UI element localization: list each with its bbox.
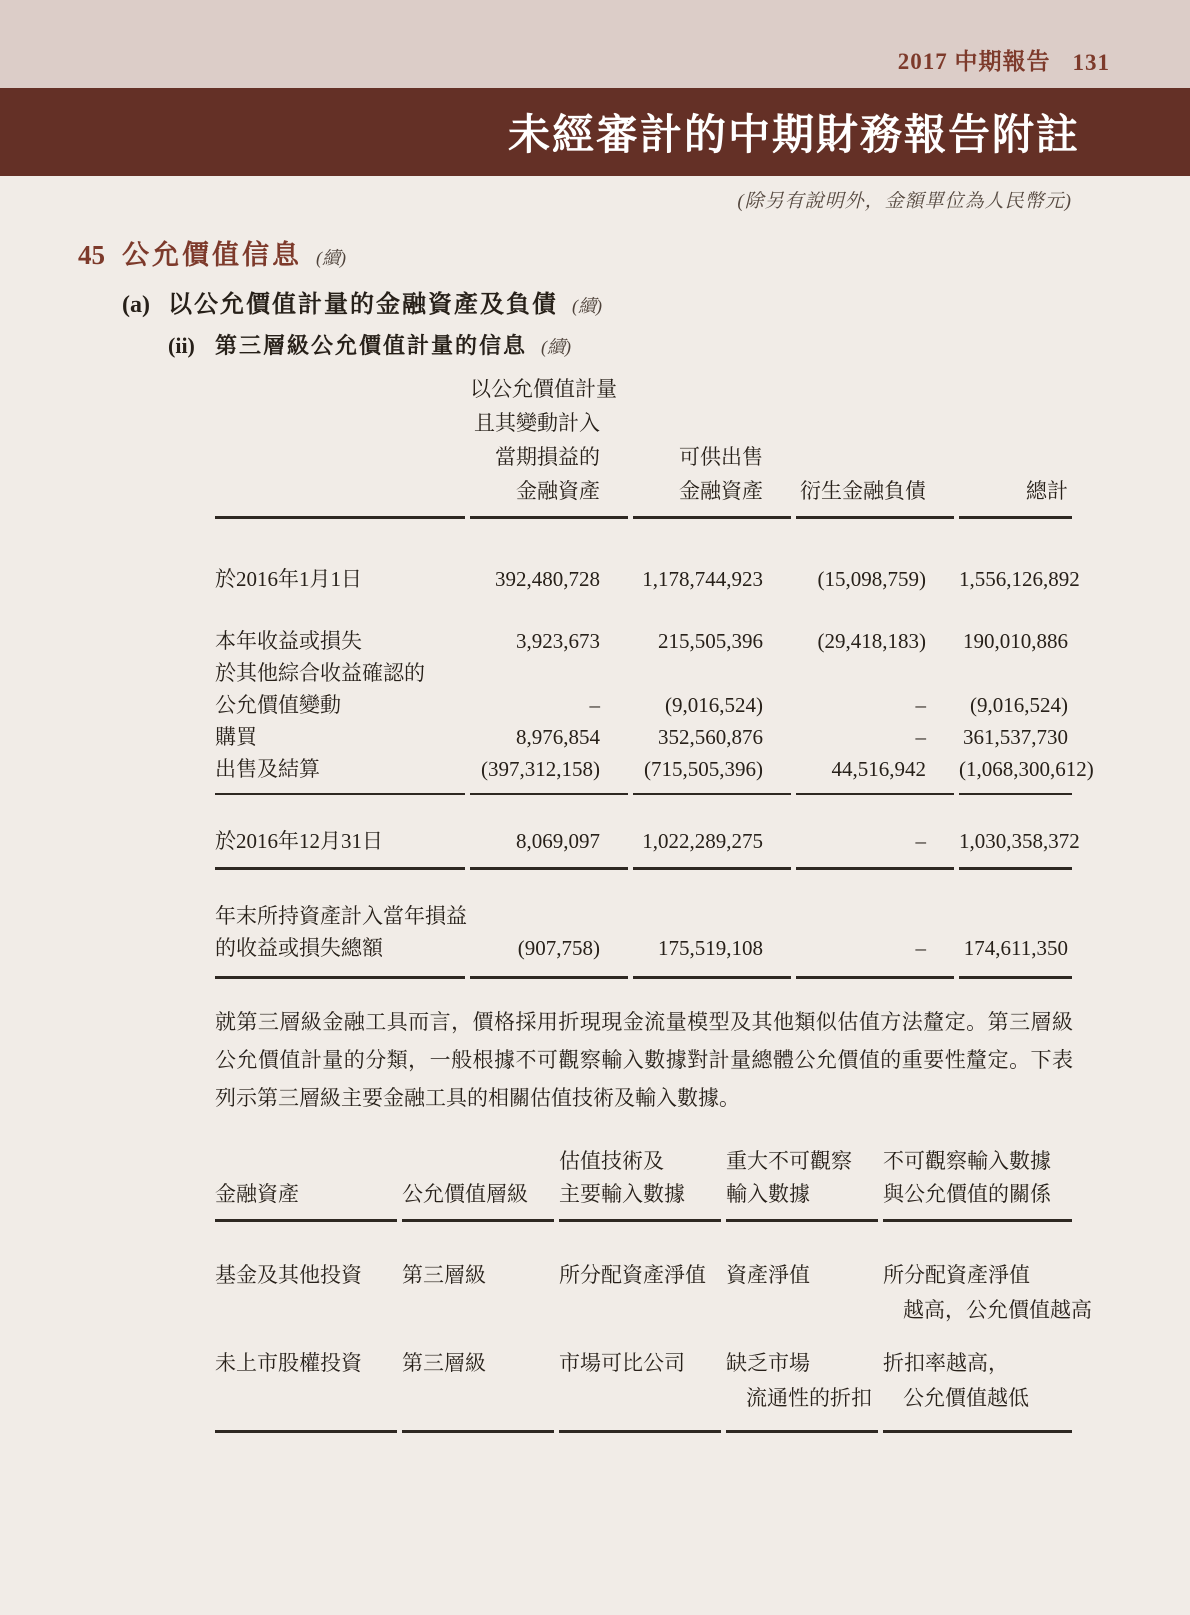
movement-row-gains (215, 625, 1072, 657)
unobservable-input: 資產淨值 (726, 1263, 810, 1287)
cell-value: 175,519,108 (633, 932, 791, 979)
movement-row-oci-caption (215, 657, 1072, 689)
cell-value: – (915, 693, 926, 717)
valuation-header-inputs: 重大不可觀察 輸入數據 (726, 1145, 878, 1222)
report-name: 2017 中期報告 (897, 49, 1051, 74)
row-label: 出售及結算 (215, 753, 465, 795)
valuation-technique-table (210, 1145, 1092, 1433)
cell-value: (397,312,158) (470, 753, 628, 795)
valuation-row-funds (215, 1258, 1072, 1328)
cell-value: 1,178,744,923 (642, 567, 763, 591)
valuation-technique: 所分配資產淨值 (559, 1263, 706, 1287)
movement-row-disposals (215, 753, 1072, 795)
fair-value-level: 第三層級 (402, 1346, 554, 1433)
fair-value-level: 第三層級 (402, 1263, 486, 1287)
cell-value: 190,010,886 (963, 629, 1068, 653)
row-label: 本年收益或損失 (215, 629, 362, 653)
row-label: 於其他綜合收益確認的 (215, 661, 425, 685)
movement-header-empty (215, 372, 465, 519)
relationship: 折扣率越高， 公允價值越低 (883, 1346, 1072, 1433)
movement-header-fvtpl: 以公允價值計量 且其變動計入 當期損益的 金融資產 (470, 372, 628, 519)
cell-value: 215,505,396 (658, 629, 763, 653)
row-label: 於2016年1月1日 (215, 567, 362, 591)
valuation-header-level: 公允價值層級 (402, 1145, 554, 1222)
subsection-ii-heading (168, 329, 1190, 360)
asset-name: 未上市股權投資 (215, 1346, 397, 1433)
movement-header-row (215, 372, 1072, 519)
cell-value: 352,560,876 (658, 725, 763, 749)
cell-value: (907,758) (470, 932, 628, 979)
cell-value: (9,016,524) (970, 693, 1068, 717)
cell-value: (715,505,396) (633, 753, 791, 795)
section-number: 45 (78, 240, 105, 270)
subsection-ii-continued-marker: (續) (541, 337, 572, 357)
movement-row-yearend-total (215, 932, 1072, 979)
cell-value: (9,016,524) (665, 693, 763, 717)
cell-value: – (915, 725, 926, 749)
subsection-a-title: 以公允價值計量的金融資產及負債 (168, 292, 558, 318)
cell-value: 361,537,730 (963, 725, 1068, 749)
movement-header-derivative: 衍生金融負債 (796, 372, 954, 519)
cell-value: 8,069,097 (470, 825, 628, 870)
subsection-ii-label: (ii) (168, 333, 195, 358)
asset-name: 基金及其他投資 (215, 1263, 362, 1287)
valuation-row-unlisted-equity (215, 1346, 1072, 1433)
page-number: 131 (1072, 50, 1110, 75)
subsection-a-heading (122, 284, 1190, 319)
cell-value: – (589, 693, 600, 717)
cell-value: 1,022,289,275 (633, 825, 791, 870)
cell-value: 3,923,673 (516, 629, 600, 653)
cell-value: – (796, 932, 954, 979)
section-title: 公允價值信息 (122, 240, 302, 270)
currency-note: (除另有說明外，金額單位為人民幣元) (737, 191, 1072, 212)
cell-value: 44,516,942 (796, 753, 954, 795)
cell-value: (15,098,759) (817, 567, 926, 591)
movement-header-afs: 可供出售 金融資產 (633, 372, 791, 519)
movement-row-fv-change (215, 689, 1072, 721)
movement-row-closing (215, 825, 1072, 870)
cell-value: 8,976,854 (516, 725, 600, 749)
row-label: 公允價值變動 (215, 693, 341, 717)
cell-value: (29,418,183) (817, 629, 926, 653)
section-continued-marker: (續) (316, 248, 346, 268)
row-label: 於2016年12月31日 (215, 825, 465, 870)
movement-row-purchases (215, 721, 1072, 753)
subsection-ii-title: 第三層級公允價值計量的信息 (215, 333, 528, 358)
movement-row-opening (215, 563, 1072, 595)
cell-value: 174,611,350 (959, 932, 1072, 979)
cell-value: – (796, 825, 954, 870)
cell-value: (1,068,300,612) (959, 753, 1072, 795)
cell-value: 1,556,126,892 (959, 567, 1080, 591)
subsection-a-label: (a) (122, 292, 150, 318)
valuation-technique: 市場可比公司 (559, 1346, 721, 1433)
cell-value: 392,480,728 (495, 567, 600, 591)
level3-explanation-paragraph: 就第三層級金融工具而言，價格採用折現現金流量模型及其他類似估值方法釐定。第三層級公允價值計量的分類，一般根據不可觀察輸入數據對計量總體公允價值的重要性釐定。下表列示第三層級主要金融工具的相關估值技術及輸入數據。 (215, 1010, 1073, 1110)
valuation-header-asset: 金融資產 (215, 1145, 397, 1222)
cell-value: 1,030,358,372 (959, 825, 1072, 870)
movement-header-total: 總計 (959, 372, 1072, 519)
movement-row-yearend-caption (215, 900, 1072, 932)
row-label: 的收益或損失總額 (215, 932, 465, 979)
section-heading (78, 233, 1190, 272)
level3-movement-table (210, 372, 1094, 979)
valuation-header-relationship: 不可觀察輸入數據 與公允價值的關係 (883, 1145, 1072, 1222)
relationship: 所分配資產淨值 越高，公允價值越高 (883, 1263, 1092, 1322)
unobservable-input: 缺乏市場 流通性的折扣 (726, 1346, 878, 1433)
valuation-header-row (215, 1145, 1072, 1222)
page-header-strip (0, 0, 1190, 88)
subsection-a-continued-marker: (續) (572, 296, 602, 316)
row-label: 年末所持資產計入當年損益 (215, 904, 467, 928)
banner-title: 未經審計的中期財務報告附註 (507, 113, 1080, 159)
row-label: 購買 (215, 725, 257, 749)
banner (0, 88, 1190, 176)
valuation-header-technique: 估值技術及 主要輸入數據 (559, 1145, 721, 1222)
